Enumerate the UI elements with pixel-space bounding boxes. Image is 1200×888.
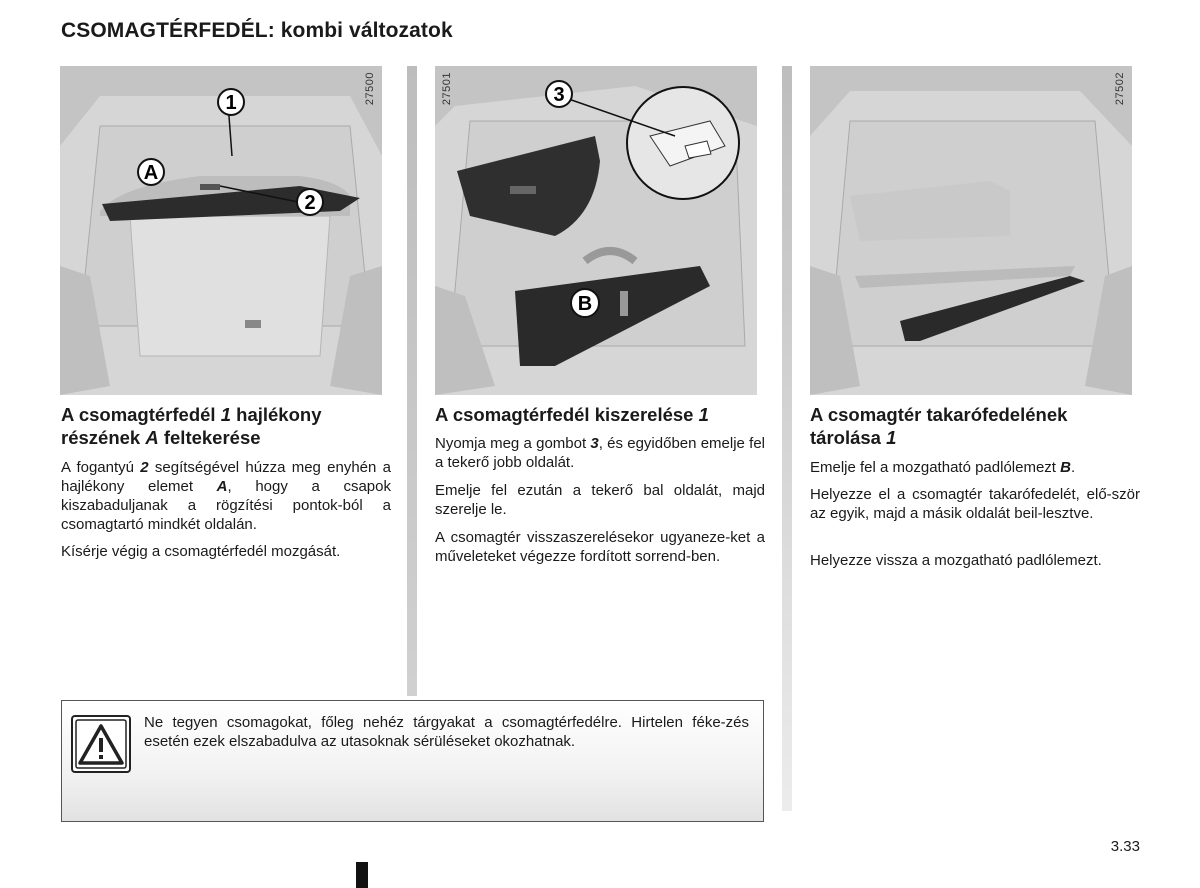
warning-box — [61, 700, 764, 822]
paragraph: A csomagtér visszaszerelésekor ugyaneze-ket a műveleteket végezze fordított sorrend-ben. — [435, 529, 765, 565]
column-bar-2 — [782, 66, 792, 811]
section-title-storage: A csomagtér takarófedelének tárolása 1 — [810, 404, 1068, 448]
paragraph: Helyezze el a csomagtér takarófedelét, elő-ször az egyik, majd a másik oldalát beil-lesztve. — [810, 486, 1140, 522]
page-number: 3.33 — [1110, 838, 1140, 855]
figure-number: 27501 — [441, 72, 453, 106]
figure-27502 — [810, 66, 1132, 395]
callout-2-label: 2 — [304, 192, 316, 214]
figure-number: 27500 — [364, 72, 376, 106]
paragraph: Nyomja meg a gombot 3, és egyidőben emelje fel a tekerő jobb oldalát. — [435, 435, 765, 471]
page-title: CSOMAGTÉRFEDÉL: kombi változatok — [61, 19, 453, 42]
section-title-removal: A csomagtérfedél kiszerelése 1 — [435, 404, 709, 425]
callout-a-label: A — [143, 162, 159, 184]
warning-text: Ne tegyen csomagokat, főleg nehéz tárgyakat a csomagtérfedélre. Hirtelen féke-zés esetén ezek elszabadulva az utasoknak sérüléseket okozhatnak. — [144, 714, 749, 750]
margin-mark — [356, 862, 368, 888]
cover-removal-illustration — [435, 66, 757, 395]
callout-3-label: 3 — [553, 84, 565, 106]
cover-storage-illustration — [810, 66, 1132, 395]
section-title-roll-up: A csomagtérfedél 1 hajlékony részének A feltekerése — [61, 404, 322, 448]
paragraph: Emelje fel a mozgatható padlólemezt B. — [810, 459, 1076, 476]
figure-27500 — [60, 66, 382, 395]
paragraph: Emelje fel ezután a tekerő bal oldalát, majd szerelje le. — [435, 482, 765, 518]
paragraph: A fogantyú 2 segítségével húzza meg enyhén a hajlékony elemet A, hogy a csapok kiszabaduljanak a rögzítési pontok-ból a csomagtartó mindkét oldalán. — [61, 459, 391, 533]
callout-1-label: 1 — [225, 92, 237, 114]
car-trunk-illustration — [60, 66, 382, 395]
figure-27501 — [435, 66, 757, 395]
callout-b-label: B — [577, 293, 593, 315]
column-bar-1 — [407, 66, 417, 696]
warning-triangle-icon — [71, 715, 131, 773]
paragraph: Helyezze vissza a mozgatható padlólemezt. — [810, 552, 1102, 569]
figure-number: 27502 — [1114, 72, 1126, 106]
paragraph: Kísérje végig a csomagtérfedél mozgását. — [61, 543, 341, 560]
